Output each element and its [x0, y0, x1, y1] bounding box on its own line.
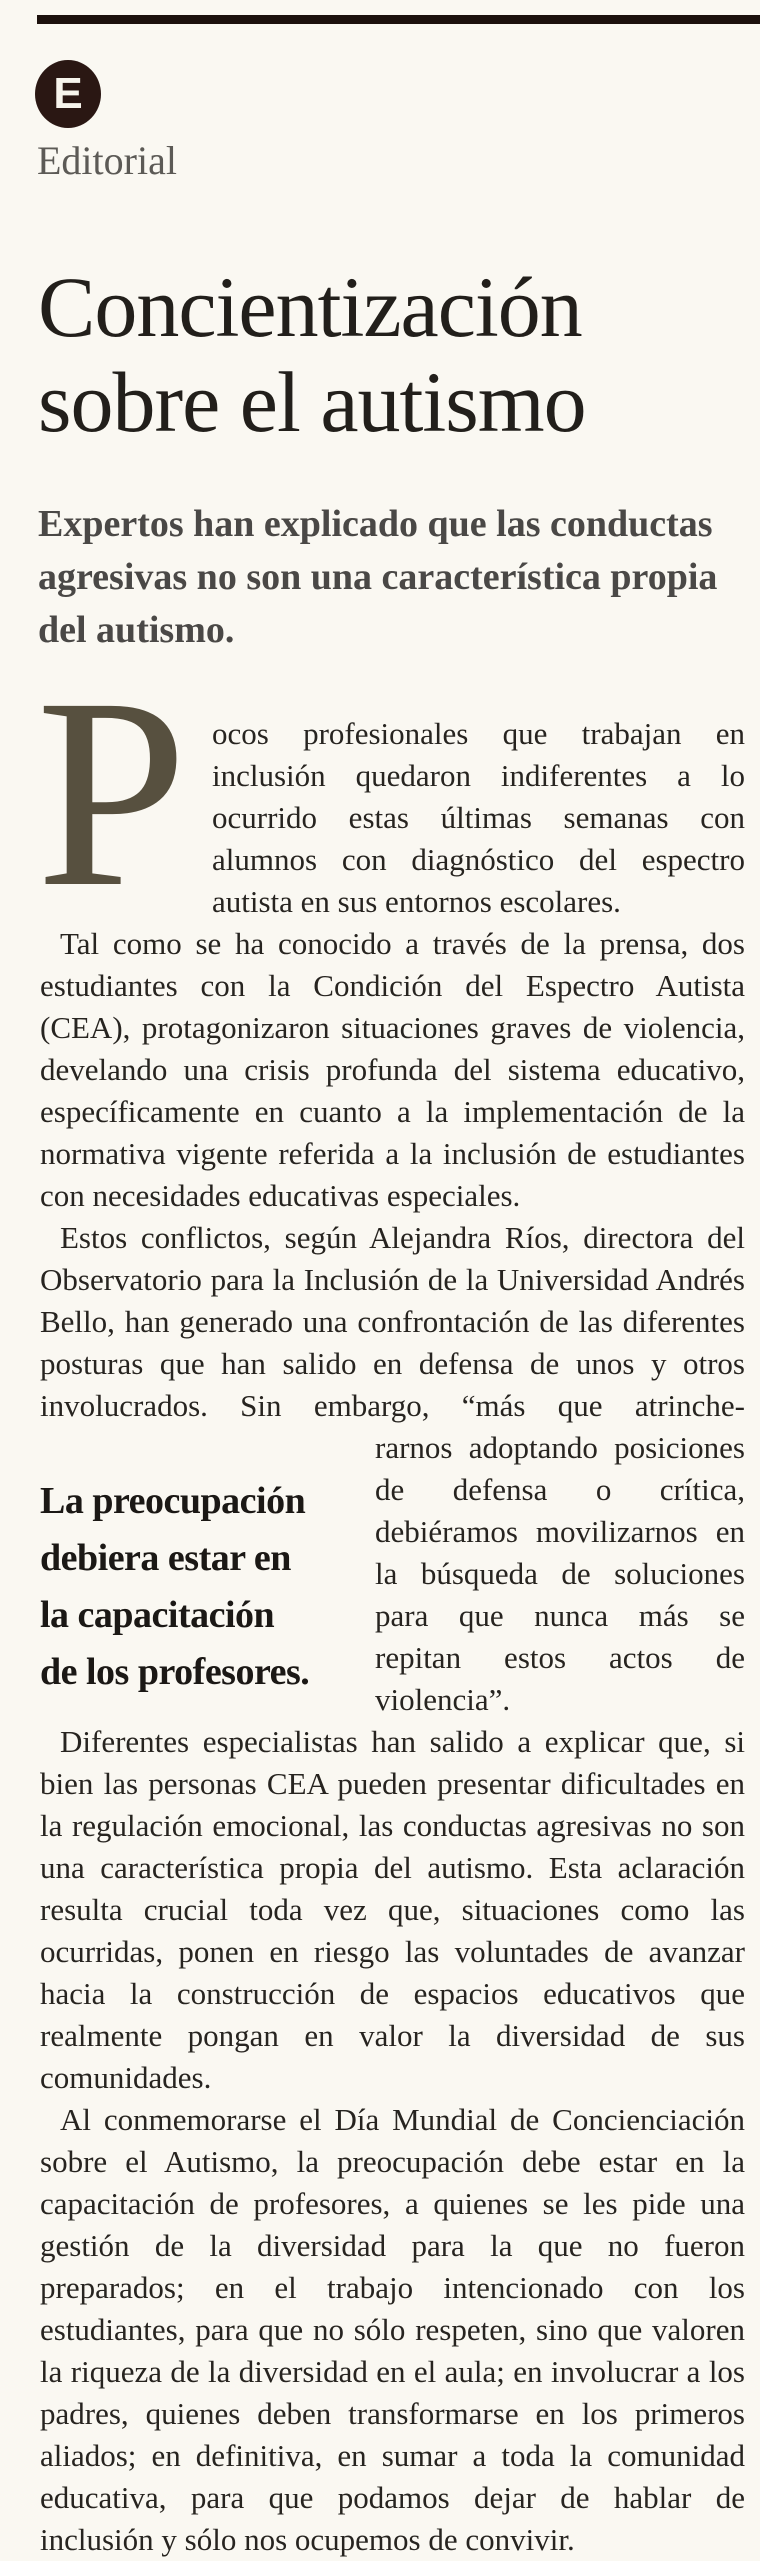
headline-line-1: Concientización	[38, 259, 582, 355]
paragraph-3-continued: rarnos adoptando posiciones de defensa o crítica, debiéramos movilizarnos en la búsqueda de soluciones para que nunca más se repitan estos actos de violencia”.	[375, 1430, 745, 1717]
badge-letter: E	[53, 69, 83, 118]
editorial-page	[0, 15, 760, 2557]
deck-line-1: Expertos han explicado que las conductas	[38, 503, 713, 545]
paragraph-5: Al conmemorarse el Día Mundial de Concienciación sobre el Autismo, la preocupación debe estar en la capacitación de profesores, a quienes se les pide una gestión de la diversidad para la que no fueron preparados; en el trabajo intencionado con los estudiantes, para que no sólo respeten, sino que valoren la riqueza de la diversidad en el aula; en involucrar a los padres, quienes deben transformarse en los primeros aliados; en definitiva, en sumar a toda la comunidad educativa, para que podamos dejar de hablar de inclusión y sólo nos ocupemos de convivir.	[40, 2102, 745, 2557]
pullquote-line-3: la capacitación	[40, 1594, 275, 1636]
article-headline	[38, 260, 746, 450]
pullquote-line-1: La preocupación	[40, 1480, 306, 1522]
paragraph-4: Diferentes especialistas han salido a explicar que, si bien las personas CEA pueden presentar dificultades en la regulación emocional, las conductas agresivas no son una característica propia del autismo. Esta aclaración resulta crucial toda vez que, situaciones como las ocurridas, ponen en riesgo las voluntades de avanzar hacia la construcción de espacios educativos que realmente pongan en valor la diversidad de sus comunidades.	[40, 1724, 745, 2095]
article-deck	[38, 498, 746, 657]
dropcap	[36, 642, 188, 943]
section-kicker	[35, 60, 760, 184]
paragraph-3-start: Estos conflictos, según Alejandra Ríos, directora del Observatorio para la Inclusión de la Universidad Andrés Bello, han generado una confrontación de las diferentes posturas que han salido en defensa de unos y otros involucrados. Sin embargo, “más que atrinche-	[40, 1220, 745, 1423]
pullquote	[40, 1427, 355, 1713]
dropcap-letter: P	[36, 642, 188, 943]
paragraph-2: Tal como se ha conocido a través de la prensa, dos estudiantes con la Condición del Espectro Autista (CEA), protagonizaron situaciones graves de violencia, develando una crisis profunda del sistema educativo, específicamente en cuanto a la implementación de la normativa vigente referida a la inclusión de estudiantes con necesidades educativas especiales.	[40, 926, 745, 1213]
top-rule	[37, 15, 760, 24]
paragraph-1-text: ocos profesionales que trabajan en inclusión quedaron indiferentes a lo ocurrido estas últimas semanas con alumnos con diagnóstico del espectro autista en sus entornos escolares.	[212, 716, 745, 919]
pullquote-line-2: debiera estar en	[40, 1537, 291, 1579]
paragraph-1	[36, 642, 745, 943]
pullquote-line-4: de los profesores.	[40, 1651, 310, 1693]
headline-line-2: sobre el autismo	[38, 354, 586, 450]
deck-line-3: del autismo.	[38, 609, 235, 651]
editorial-badge-icon	[35, 60, 101, 128]
pullquote-wrap-section	[40, 1427, 745, 2099]
section-label: Editorial	[37, 138, 177, 183]
deck-line-2: agresivas no son una característica propia	[38, 556, 718, 598]
article-body	[0, 642, 760, 2561]
